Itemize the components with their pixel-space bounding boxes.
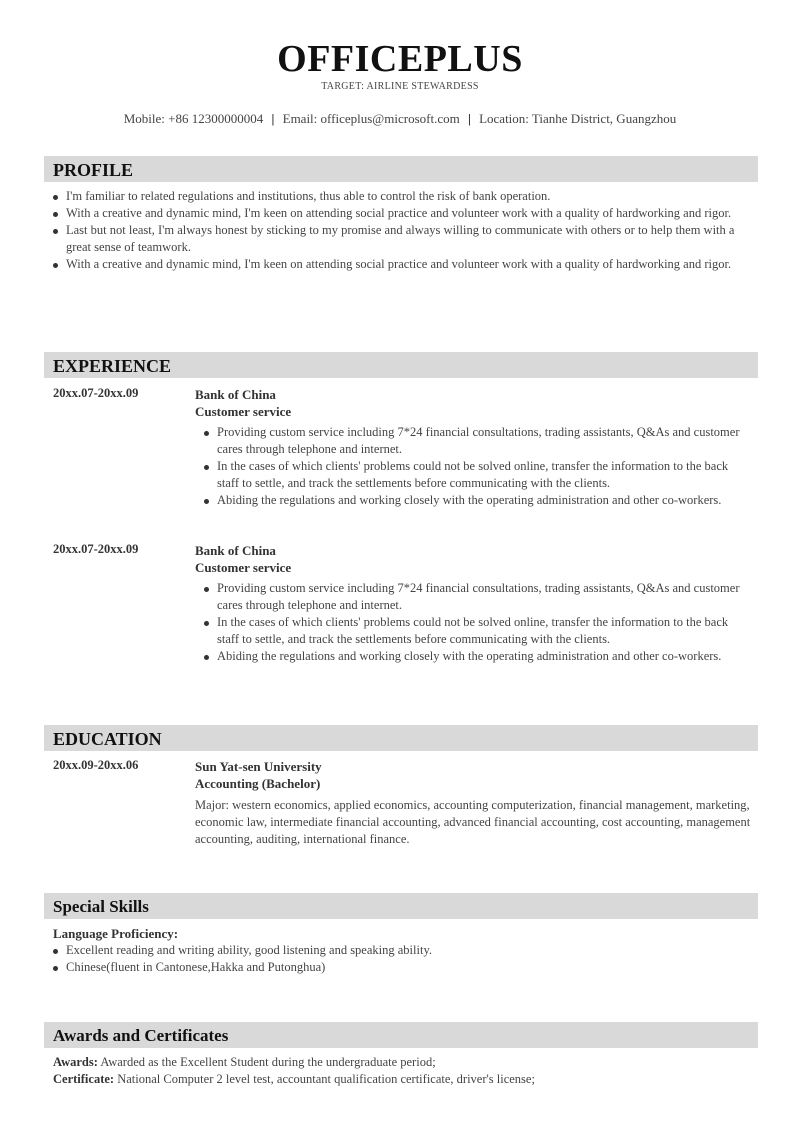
section-title: EDUCATION xyxy=(53,729,162,749)
list-item: Excellent reading and writing ability, good listening and speaking ability. xyxy=(44,942,753,959)
contact-mobile: Mobile: +86 12300000004 xyxy=(123,111,264,126)
profile-list xyxy=(44,188,749,273)
contact-email: Email: officeplus@microsoft.com xyxy=(282,111,460,126)
section-title: Special Skills xyxy=(53,897,149,916)
entry-degree: Accounting (Bachelor) xyxy=(195,776,321,791)
entry-role: Customer service xyxy=(195,560,292,575)
awards-line xyxy=(53,1054,753,1071)
certificate-text: National Computer 2 level test, accountant qualification certificate, driver's license; xyxy=(117,1072,535,1086)
list-item: Last but not least, I'm always honest by sticking to my promise and always willing to communicate with others or to help them with a great sense of teamwork. xyxy=(44,222,749,256)
entry-date: 20xx.09-20xx.06 xyxy=(53,758,139,772)
entry-body xyxy=(195,758,751,848)
certificate-line xyxy=(53,1071,753,1088)
entry-major: Major: western economics, applied economics, accounting computerization, financial management, marketing, economic law, intermediate financial accounting, advanced financial accounting, cost accounting, management accounting, auditing, international finance. xyxy=(195,798,751,846)
list-item: Abiding the regulations and working closely with the operating administration and other co-workers. xyxy=(195,648,751,665)
skills-block xyxy=(53,925,753,976)
resume-name: OFFICEPLUS xyxy=(277,38,523,80)
entry-body xyxy=(195,386,751,509)
section-title: PROFILE xyxy=(53,160,134,180)
section-header-awards xyxy=(44,1022,758,1048)
list-item: I'm familiar to related regulations and institutions, thus able to control the risk of bank operation. xyxy=(44,188,749,205)
list-item: In the cases of which clients' problems could not be solved online, transfer the information to the back staff to settle, and track the settlements before communicating with the clients. xyxy=(195,458,751,492)
list-item: Providing custom service including 7*24 financial consultations, trading assistants, Q&As and customer cares through telephone and internet. xyxy=(195,424,751,458)
entry-date: 20xx.07-20xx.09 xyxy=(53,542,139,556)
skills-label: Language Proficiency: xyxy=(53,926,179,941)
certificate-label: Certificate: xyxy=(53,1072,115,1086)
awards-block xyxy=(53,1054,753,1088)
awards-text: Awarded as the Excellent Student during the undergraduate period; xyxy=(100,1055,436,1069)
section-header-skills xyxy=(44,893,758,919)
section-title: Awards and Certificates xyxy=(53,1026,229,1045)
list-item: Providing custom service including 7*24 financial consultations, trading assistants, Q&As and customer cares through telephone and internet. xyxy=(195,580,751,614)
section-header-experience xyxy=(44,352,758,378)
entry-role: Customer service xyxy=(195,404,292,419)
list-item: With a creative and dynamic mind, I'm keen on attending social practice and volunteer work with a quality of hardworking and rigor. xyxy=(44,205,749,222)
section-header-profile xyxy=(44,156,758,182)
list-item: In the cases of which clients' problems could not be solved online, transfer the information to the back staff to settle, and track the settlements before communicating with the clients. xyxy=(195,614,751,648)
contact-separator: | xyxy=(271,111,275,126)
entry-body xyxy=(195,542,751,665)
contact-separator: | xyxy=(467,111,471,126)
contact-line xyxy=(0,111,800,127)
list-item: With a creative and dynamic mind, I'm keen on attending social practice and volunteer work with a quality of hardworking and rigor. xyxy=(44,256,749,273)
entry-company: Bank of China xyxy=(195,387,276,402)
contact-location: Location: Tianhe District, Guangzhou xyxy=(479,111,677,126)
list-item: Chinese(fluent in Cantonese,Hakka and Putonghua) xyxy=(44,959,753,976)
entry-date: 20xx.07-20xx.09 xyxy=(53,386,139,400)
entry-company: Bank of China xyxy=(195,543,276,558)
list-item: Abiding the regulations and working closely with the operating administration and other co-workers. xyxy=(195,492,751,509)
awards-label: Awards: xyxy=(53,1055,98,1069)
section-title: EXPERIENCE xyxy=(53,356,172,376)
section-header-education xyxy=(44,725,758,751)
resume-target: TARGET: AIRLINE STEWARDESS xyxy=(321,81,479,92)
entry-school: Sun Yat-sen University xyxy=(195,759,322,774)
